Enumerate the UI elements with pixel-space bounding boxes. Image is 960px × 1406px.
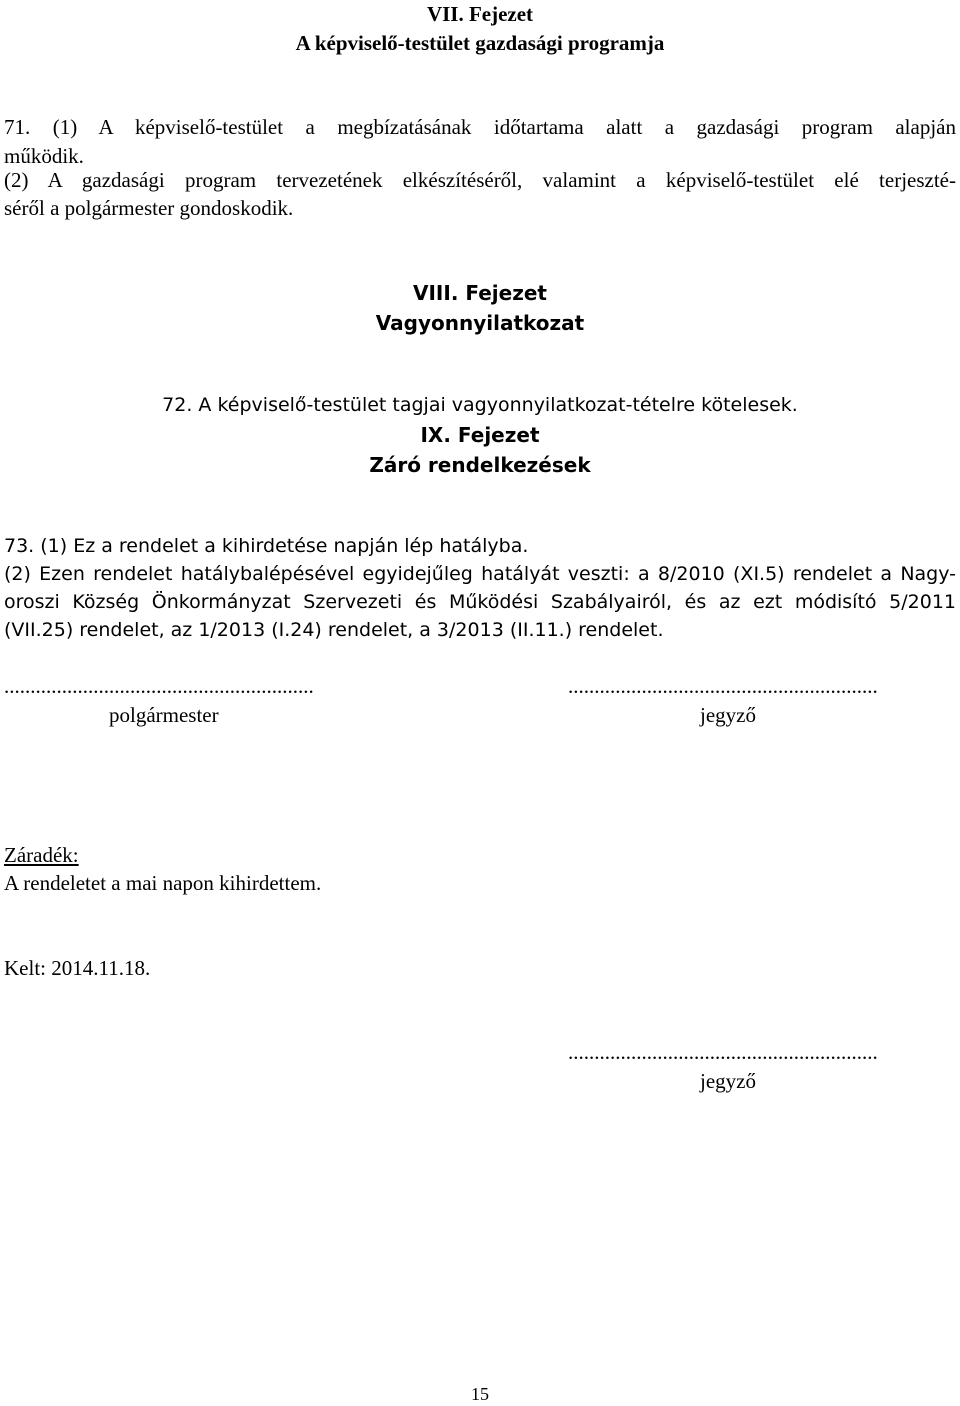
- section-73-line-3: oroszi Község Önkormányzat Szervezeti és Működési Szabályairól, és az ezt módisító 5/2011: [4, 591, 956, 613]
- clause-signature-label: jegyző: [700, 1069, 756, 1093]
- section-73-line-1: 73. (1) Ez a rendelet a kihirdetése napján lép hatályba.: [4, 535, 529, 557]
- signature-label-mayor: polgármester: [109, 703, 219, 727]
- clause-text: A rendeletet a mai napon kihirdettem.: [4, 871, 322, 895]
- section-71-line-3: (2) A gazdasági program tervezetének elkészítéséről, valamint a képviselő-testület elé terjeszté-: [4, 168, 956, 192]
- chapter-9-title: Záró rendelkezések: [369, 453, 591, 477]
- chapter-7-number: VII. Fejezet: [426, 2, 534, 26]
- clause-signature-line: ...........................................................: [568, 1042, 878, 1063]
- section-71-line-2: működik.: [4, 144, 84, 168]
- section-72-text: 72. A képviselő-testület tagjai vagyonnyilatkozat-tételre kötelesek.: [162, 394, 798, 416]
- page-number: 15: [471, 1384, 489, 1404]
- clause-date: Kelt: 2014.11.18.: [4, 956, 151, 980]
- section-73-line-4: (VII.25) rendelet, az 1/2013 (I.24) rendelet, a 3/2013 (II.11.) rendelet.: [4, 619, 664, 641]
- section-73-line-2: (2) Ezen rendelet hatálybalépésével egyidejűleg hatályát veszti: a 8/2010 (XI.5) rendelet a Nagy-: [4, 563, 956, 585]
- clause-heading: [4, 845, 79, 866]
- signature-line-left: ...........................................................: [4, 676, 314, 697]
- section-71-line-4: séről a polgármester gondoskodik.: [4, 196, 294, 220]
- signature-line-right: ...........................................................: [568, 676, 878, 697]
- clause-heading-text: Záradék:: [4, 843, 79, 867]
- chapter-8-title: Vagyonnyilatkozat: [375, 311, 585, 335]
- chapter-9-number: IX. Fejezet: [420, 423, 540, 447]
- chapter-7-title: A képviselő-testület gazdasági programja: [295, 31, 665, 55]
- section-71-line-1: 71. (1) A képviselő-testület a megbízatásának időtartama alatt a gazdasági program alapján: [4, 115, 956, 139]
- chapter-8-number: VIII. Fejezet: [413, 281, 547, 305]
- signature-label-notary: jegyző: [700, 703, 756, 727]
